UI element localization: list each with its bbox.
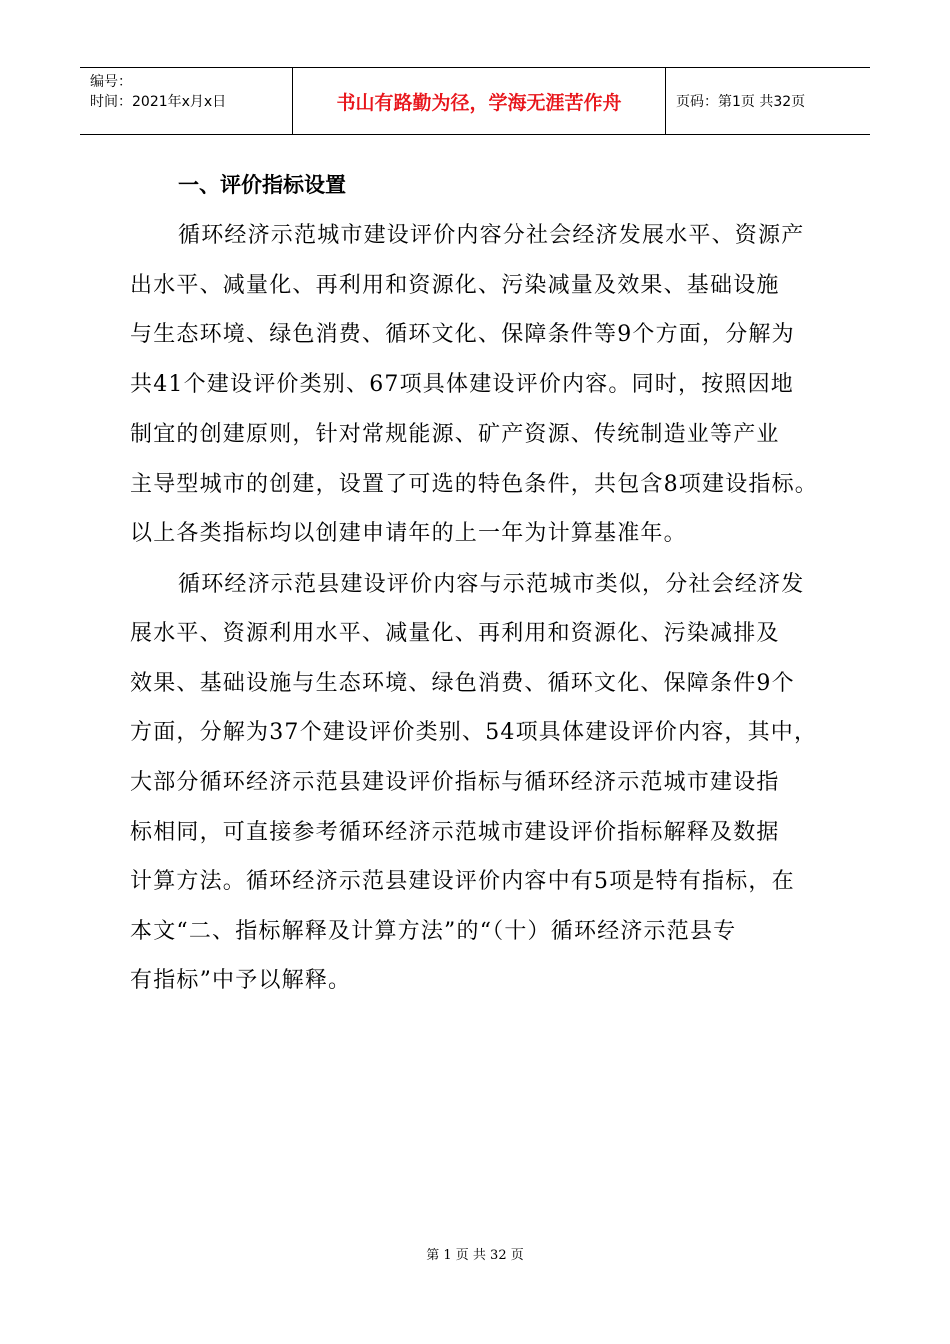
body-line: 制宜的创建原则，针对常规能源、矿产资源、传统制造业等产业 bbox=[130, 422, 780, 447]
section-title: 一、评价指标设置 bbox=[178, 173, 346, 197]
body-line: 计算方法。循环经济示范县建设评价内容中有5项是特有指标，在 bbox=[130, 869, 795, 894]
header-meta-cell bbox=[80, 68, 293, 135]
body-line: 本文“二、指标解释及计算方法”的“（十）循环经济示范县专 bbox=[130, 919, 737, 944]
body-line: 循环经济示范县建设评价内容与示范城市类似，分社会经济发 bbox=[178, 572, 805, 597]
body-line: 方面，分解为37个建设评价类别、54项具体建设评价内容，其中， bbox=[130, 720, 818, 745]
body-line: 以上各类指标均以创建申请年的上一年为计算基准年。 bbox=[130, 521, 687, 546]
date-label: 时间：2021年x月x日 bbox=[90, 94, 227, 110]
body-line: 有指标”中予以解释。 bbox=[130, 968, 352, 993]
page-footer: 第 1 页 共 32 页 bbox=[426, 1248, 524, 1263]
body-line: 展水平、资源利用水平、减量化、再利用和资源化、污染减排及 bbox=[130, 621, 780, 646]
header-motto: 书山有路勤为径，学海无涯苦作舟 bbox=[293, 68, 666, 135]
body-line: 共41个建设评价类别、67项具体建设评价内容。同时，按照因地 bbox=[130, 372, 794, 397]
body-line: 与生态环境、绿色消费、循环文化、保障条件等9个方面，分解为 bbox=[130, 322, 795, 347]
body-line: 循环经济示范城市建设评价内容分社会经济发展水平、资源产 bbox=[178, 223, 805, 248]
body-line: 效果、基础设施与生态环境、绿色消费、循环文化、保障条件9个 bbox=[130, 671, 795, 696]
serial-number-label: 编号： bbox=[90, 74, 132, 90]
document-header bbox=[80, 67, 870, 135]
header-page-info: 页码：第1页 共32页 bbox=[676, 94, 806, 110]
body-line: 标相同，可直接参考循环经济示范城市建设评价指标解释及数据 bbox=[130, 820, 780, 845]
body-line: 主导型城市的创建，设置了可选的特色条件，共包含8项建设指标。 bbox=[130, 472, 818, 497]
body-line: 大部分循环经济示范县建设评价指标与循环经济示范城市建设指 bbox=[130, 770, 780, 795]
body-line: 出水平、减量化、再利用和资源化、污染减量及效果、基础设施 bbox=[130, 273, 780, 298]
